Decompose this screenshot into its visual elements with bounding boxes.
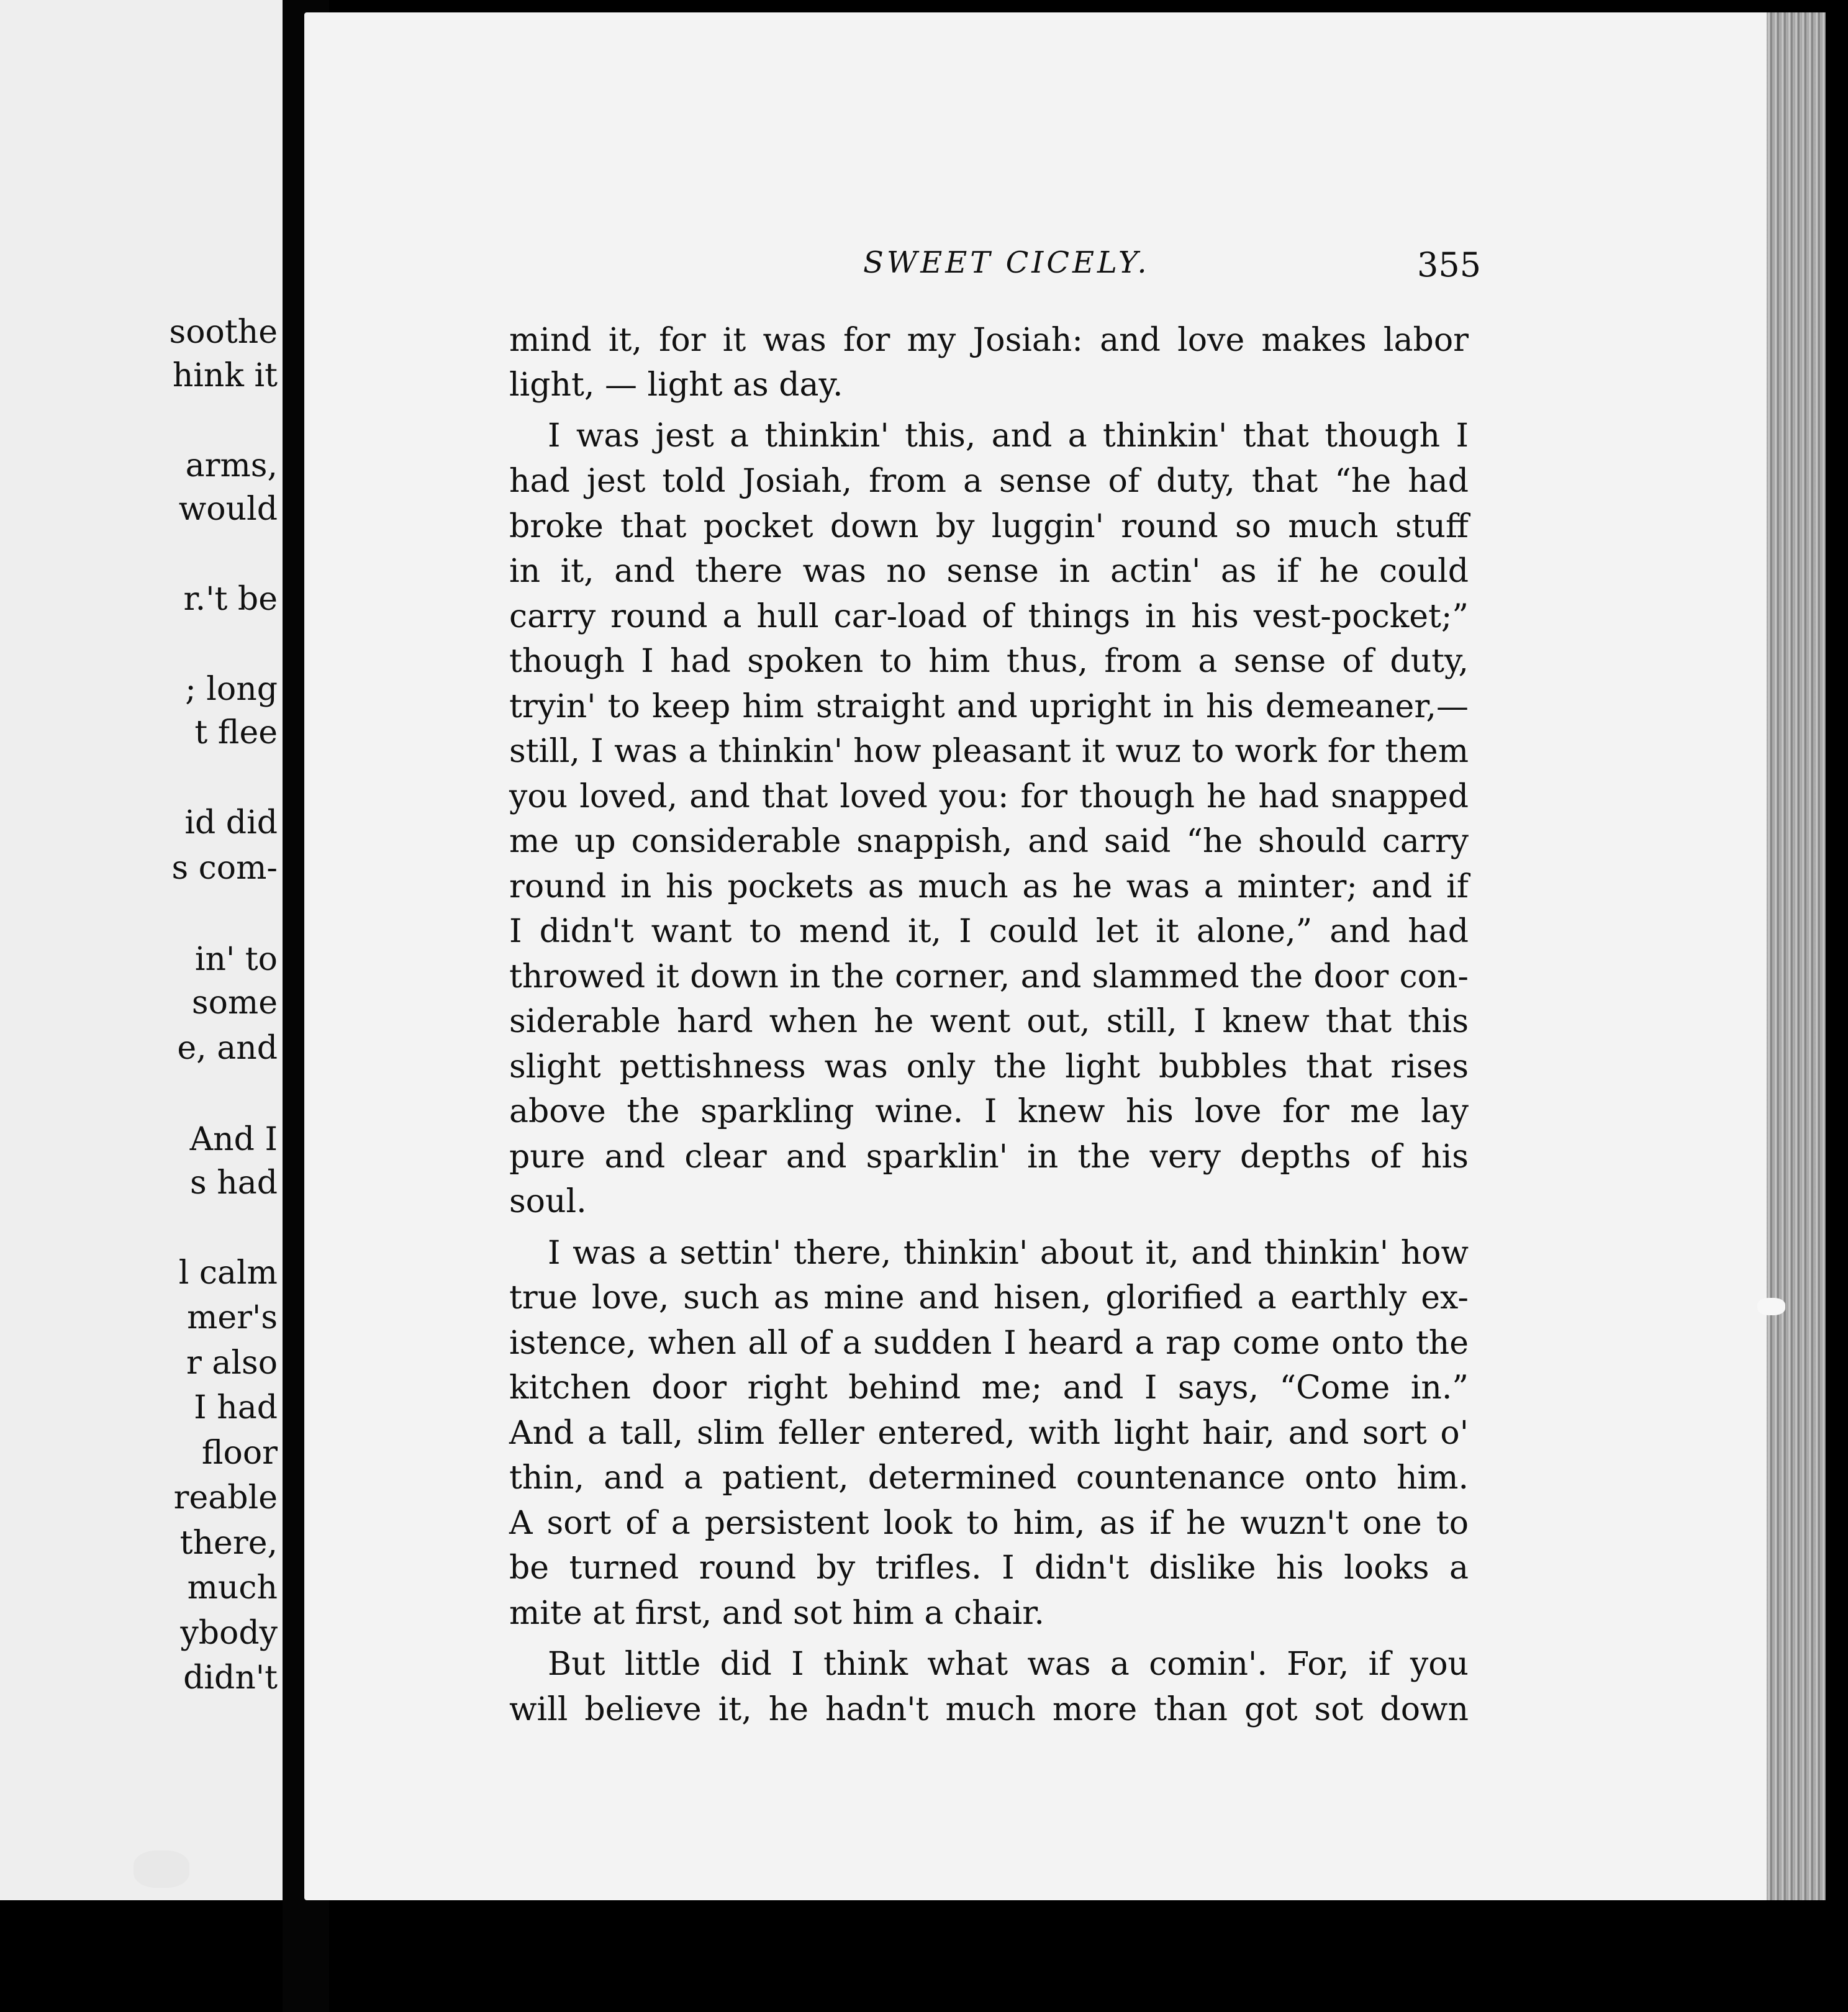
text-line: you loved, and that loved you: for though he had snapped <box>509 778 1469 815</box>
left-page-line: ybody <box>180 1615 278 1652</box>
page-edges <box>1767 12 1826 1900</box>
text-line: I didn't want to mend it, I could let it alone,” and had <box>509 913 1469 950</box>
left-page-line: And I <box>189 1121 278 1158</box>
text-line: broke that pocket down by luggin' round so much stuff <box>509 508 1469 545</box>
left-page-line: reable <box>173 1479 278 1516</box>
left-page-line: r also <box>186 1344 278 1382</box>
text-line: I was a settin' there, thinkin' about it, and thinkin' how <box>548 1235 1469 1272</box>
text-line: I was jest a thinkin' this, and a thinkin' that though I <box>548 417 1469 455</box>
text-line: in it, and there was no sense in actin' as if he could <box>509 553 1469 590</box>
left-page-line: mer's <box>187 1299 278 1336</box>
text-line: tryin' to keep him straight and upright in his demeaner,— <box>509 688 1469 725</box>
left-page-line: some <box>191 984 278 1022</box>
left-page-line: e, and <box>177 1030 278 1067</box>
left-page-line: didn't <box>183 1659 278 1697</box>
text-line: thin, and a patient, determined countenance onto him. <box>509 1459 1469 1497</box>
left-page-line: much <box>187 1569 278 1606</box>
text-line: light, — light as day. <box>509 366 843 404</box>
text-line: mind it, for it was for my Josiah: and love makes labor <box>509 322 1469 359</box>
left-page-line: would <box>178 491 278 528</box>
text-line: be turned round by trifles. I didn't dislike his looks a <box>509 1549 1469 1587</box>
text-line: round in his pockets as much as he was a minter; and if <box>509 868 1469 905</box>
left-page-line: id did <box>184 804 278 841</box>
left-page-line: l calm <box>178 1254 278 1292</box>
left-page-line: hink it <box>172 357 278 394</box>
page-number: 355 <box>1417 245 1482 284</box>
left-page-line: floor <box>201 1434 278 1472</box>
paper-speck <box>1757 1298 1785 1315</box>
text-line: had jest told Josiah, from a sense of duty, that “he had <box>509 463 1469 500</box>
running-head: SWEET CICELY. <box>863 245 1150 280</box>
text-line: though I had spoken to him thus, from a sense of duty, <box>509 643 1469 680</box>
text-line: But little did I think what was a comin'. For, if you <box>548 1646 1469 1683</box>
left-page-line: s had <box>190 1164 278 1202</box>
text-line: slight pettishness was only the light bubbles that rises <box>509 1048 1469 1085</box>
paper-speck <box>134 1851 189 1888</box>
text-line: kitchen door right behind me; and I says, “Come in.” <box>509 1369 1469 1407</box>
text-line: mite at first, and sot him a chair. <box>509 1595 1044 1632</box>
left-page-line: there, <box>179 1525 278 1562</box>
left-page-line: in' to <box>194 941 278 978</box>
text-line: carry round a hull car-load of things in his vest-pocket;” <box>509 598 1469 635</box>
text-line: me up considerable snappish, and said “he should carry <box>509 823 1469 860</box>
text-line: above the sparkling wine. I knew his love for me lay <box>509 1093 1469 1130</box>
text-line: istence, when all of a sudden I heard a rap come onto the <box>509 1325 1469 1362</box>
text-line: true love, such as mine and hisen, glorified a earthly ex- <box>509 1279 1469 1316</box>
left-page-line: t flee <box>194 714 278 751</box>
text-line: soul. <box>509 1183 587 1220</box>
text-line: will believe it, he hadn't much more than got sot down <box>509 1691 1469 1728</box>
text-line: A sort of a persistent look to him, as if he wuzn't one to <box>509 1505 1469 1542</box>
text-line: And a tall, slim feller entered, with light hair, and sort o' <box>509 1415 1469 1452</box>
text-line: still, I was a thinkin' how pleasant it wuz to work for them <box>509 733 1469 770</box>
left-page <box>0 0 283 1900</box>
left-page-line: ; long <box>185 671 278 708</box>
left-page-line: I had <box>194 1389 278 1426</box>
text-line: throwed it down in the corner, and slammed the door con- <box>509 958 1469 995</box>
left-page-line: soothe <box>169 314 278 351</box>
text-line: pure and clear and sparklin' in the very depths of his <box>509 1138 1469 1176</box>
left-page-line: arms, <box>185 447 278 484</box>
left-page-line: r.'t be <box>183 581 278 618</box>
text-line: siderable hard when he went out, still, I knew that this <box>509 1003 1469 1040</box>
left-page-line: s com- <box>171 850 278 887</box>
